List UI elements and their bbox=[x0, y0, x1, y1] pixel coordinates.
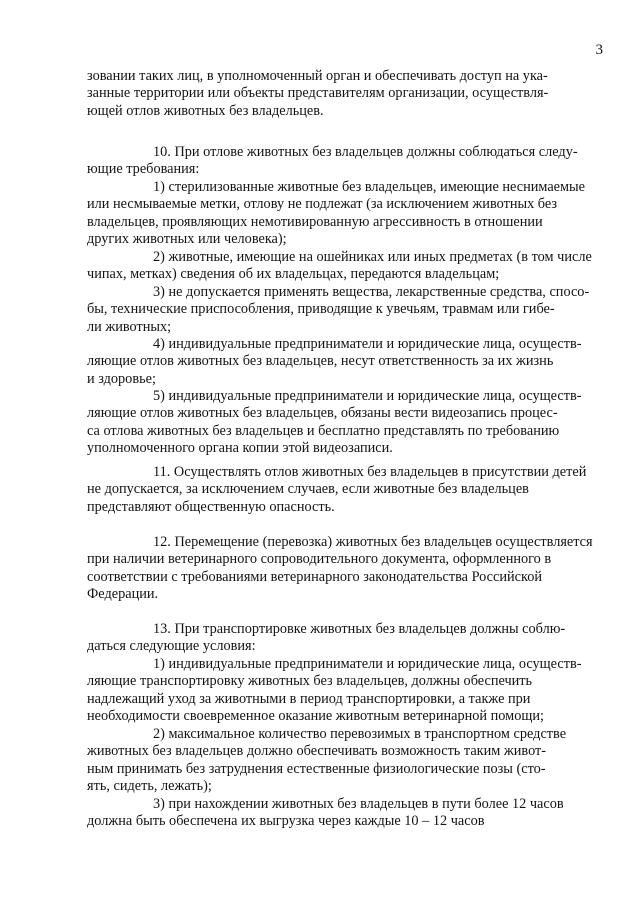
clause-13-item-3: 3) при нахождении животных без владельцев в пути более 12 часов должна быть обеспечена их выгрузка через каждые 10 – 12 часов bbox=[87, 796, 564, 830]
clause-10-item-2: 2) животные, имеющие на ошейниках или иных предметах (в том числе чипах, метках) сведения об их владельцах, передаются владельцам; bbox=[87, 249, 592, 283]
page-number: 3 bbox=[595, 42, 603, 58]
clause-11: 11. Осуществлять отлов животных без владельцев в присутствии детей не допускается, за исключением случаев, если животные без владельцев представляют общественную опасность. bbox=[87, 464, 587, 515]
clause-13-item-1: 1) индивидуальные предприниматели и юридические лица, осуществ- ляющие транспортировку животных без владельцев, должны обеспечить надлежащий уход за животными в период транспортировки, а также при необходимости своевременное оказание животным ветеринарной помощи; bbox=[87, 656, 582, 725]
clause-12: 12. Перемещение (перевозка) животных без владельцев осуществляется при наличии ветеринарного сопроводительного документа, оформленного в соответствии с требованиями ветеринарного законодательства Российской Федерации. bbox=[87, 534, 593, 603]
clause-10-item-4: 4) индивидуальные предприниматели и юридические лица, осуществ- ляющие отлов животных без владельцев, несут ответственность за их жизнь и здоровье; bbox=[87, 336, 582, 387]
clause-10: 10. При отлове животных без владельцев должны соблюдаться следу- ющие требования: bbox=[87, 144, 578, 178]
clause-10-item-3: 3) не допускается применять вещества, лекарственные средства, спосо- бы, технические приспособления, приводящие к увечьям, травмам или гибе- ли животных; bbox=[87, 284, 590, 335]
clause-13-item-2: 2) максимальное количество перевозимых в транспортном средстве животных без владельцев должно обеспечивать возможность таким живот- ным принимать без затруднения естественные физиологические позы (сто- ять, сидеть, лежать); bbox=[87, 726, 567, 795]
clause-10-item-1: 1) стерилизованные животные без владельцев, имеющие неснимаемые или несмываемые метки, отлову не подлежат (за исключением животных без владельцев, проявляющих немотивированную агрессивность в отношении других животных или человека); bbox=[87, 179, 586, 248]
clause-10-item-5: 5) индивидуальные предприниматели и юридические лица, осуществ- ляющие отлов животных без владельцев, обязаны вести видеозапись процес- са отлова животных без владельцев и бесплатно представлять по требованию уполномоченного органа копии этой видеозаписи. bbox=[87, 388, 582, 457]
clause-13: 13. При транспортировке животных без владельцев должны соблю- даться следующие условия: bbox=[87, 621, 566, 655]
paragraph-continuation: зовании таких лиц, в уполномоченный орган и обеспечивать доступ на ука- занные территории или объекты представителям организации, осуществля- ющей отлов животных без владельцев. bbox=[87, 68, 549, 119]
